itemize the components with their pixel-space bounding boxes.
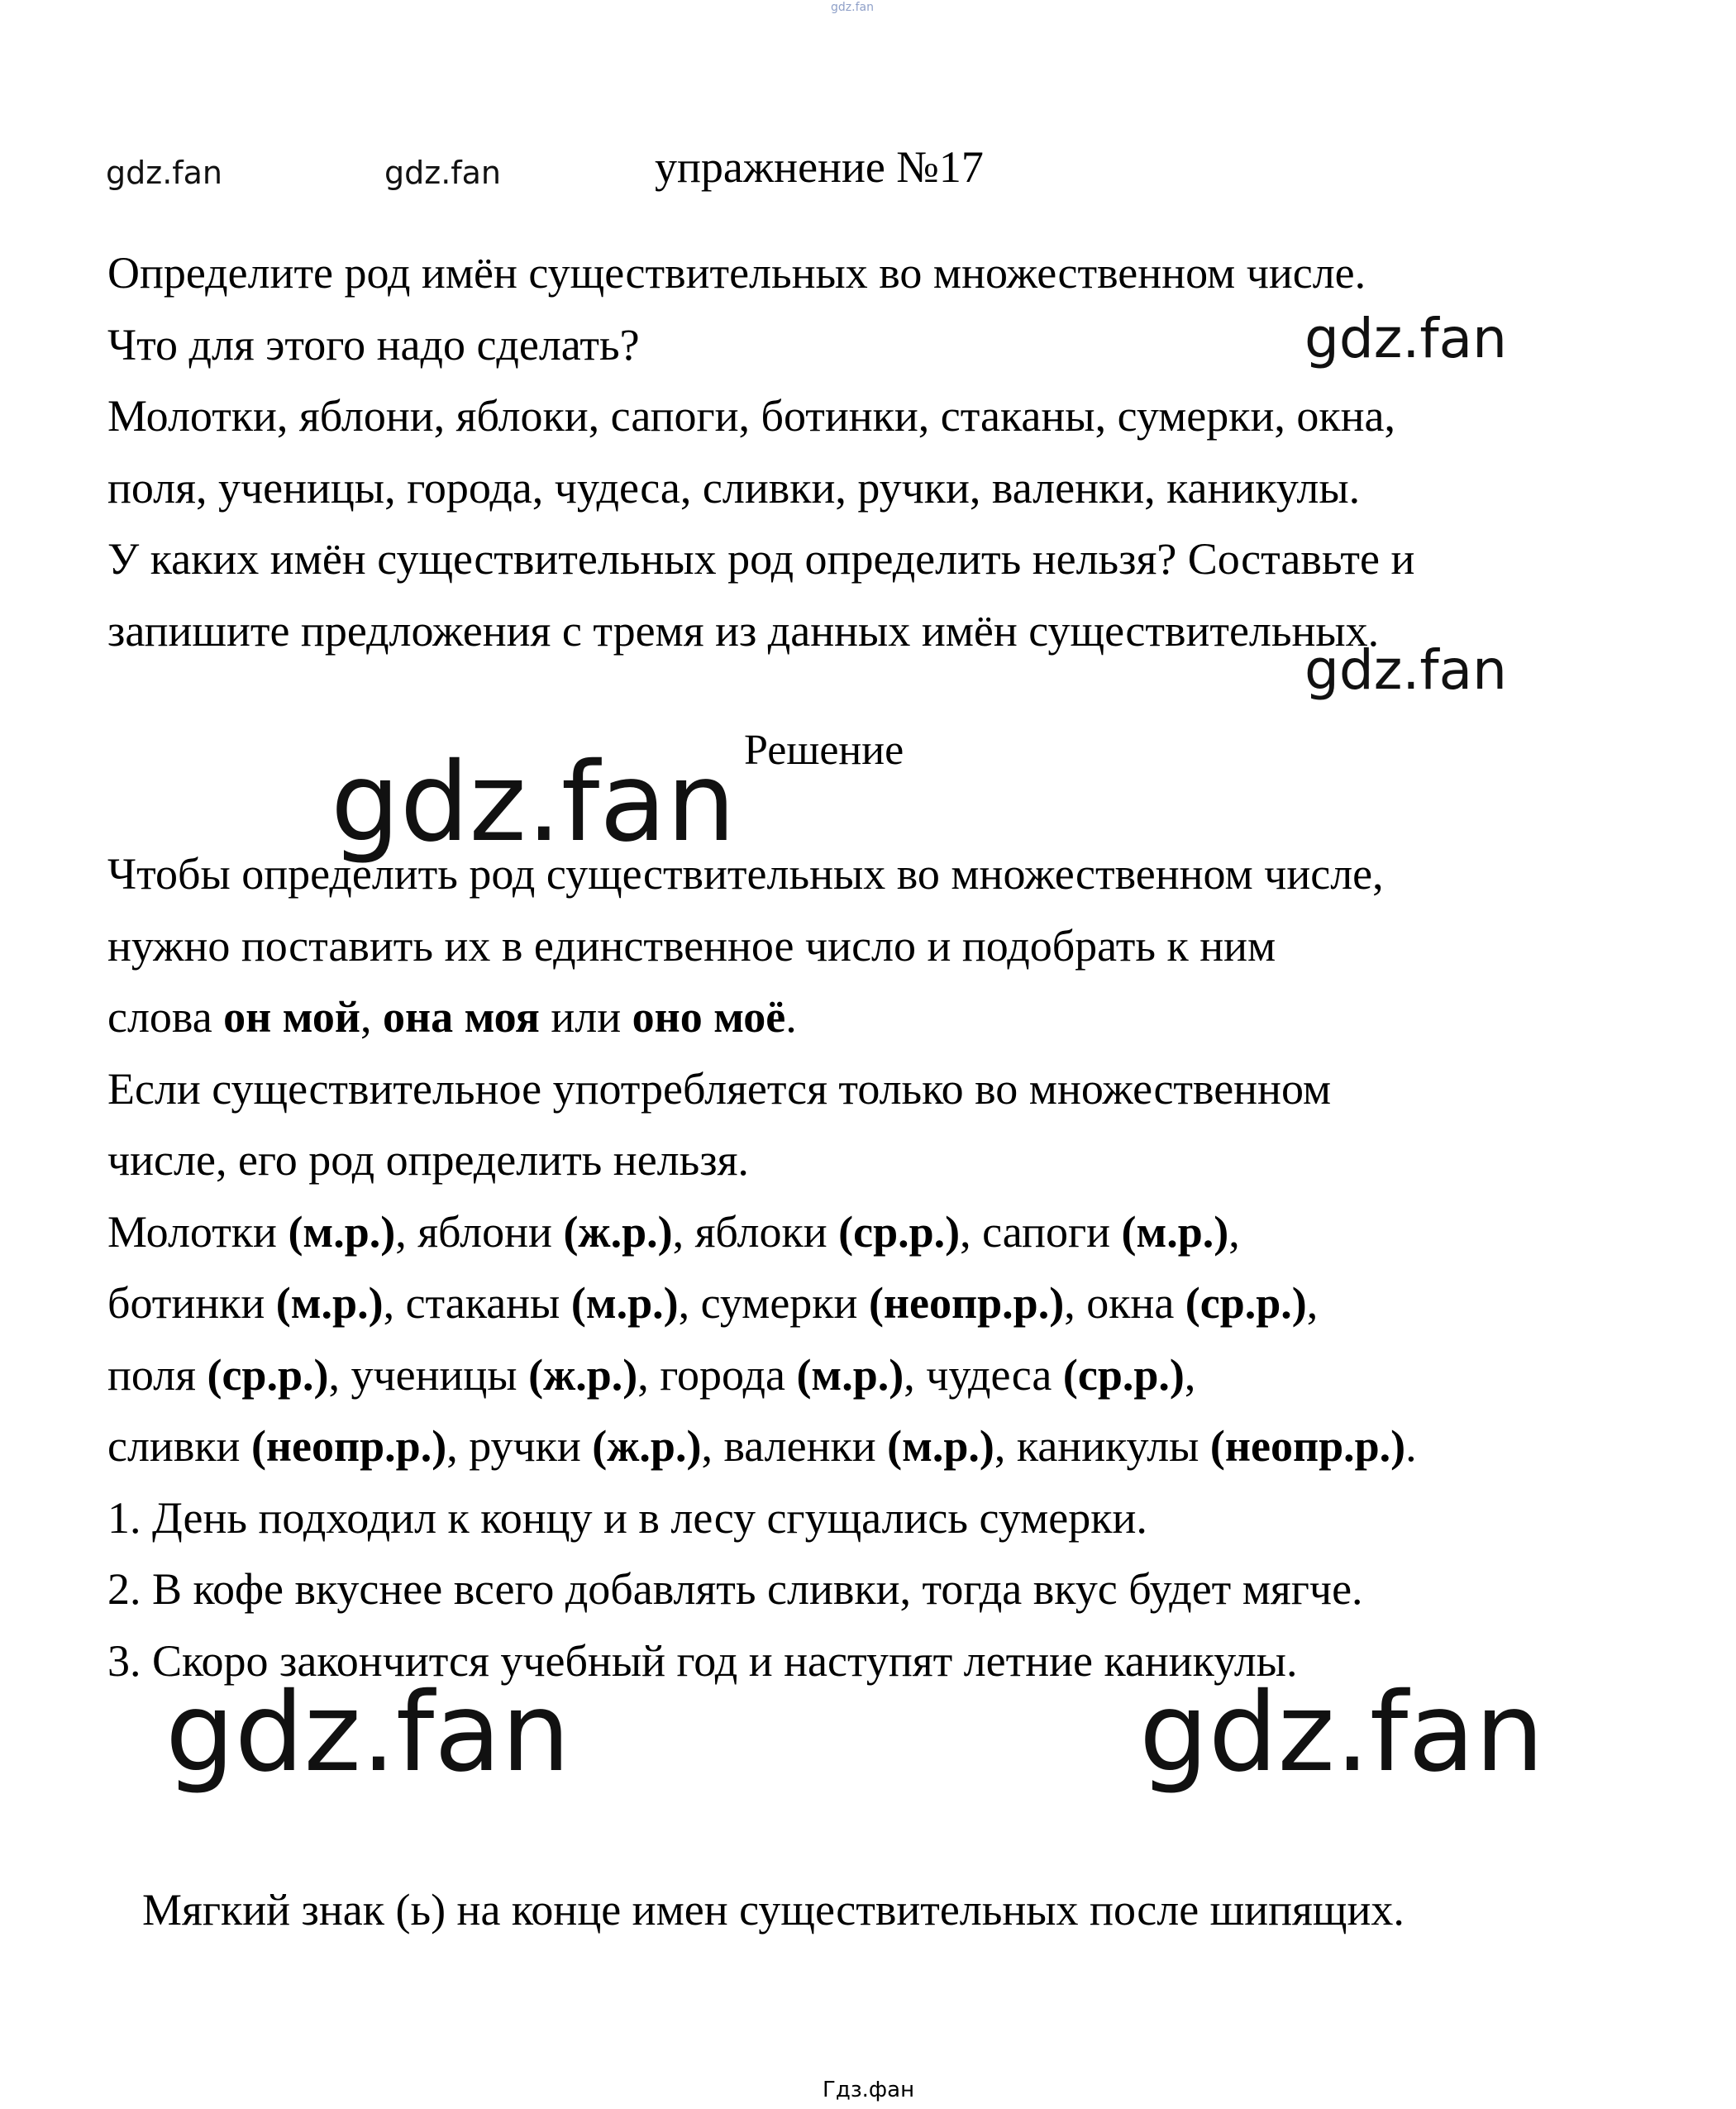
noun-word: яблони bbox=[417, 1206, 552, 1257]
explanation-text: . bbox=[785, 992, 797, 1042]
noun-word: ботинки bbox=[107, 1278, 265, 1328]
noun-word: стаканы bbox=[405, 1278, 560, 1328]
explanation-line: Чтобы определить род существительных во множественном числе, bbox=[107, 849, 1384, 899]
top-watermark: gdz.fan bbox=[831, 1, 874, 14]
gender-line: поля (ср.р.), ученицы (ж.р.), города (м.р.), чудеса (ср.р.), bbox=[107, 1349, 1196, 1400]
noun-word: города bbox=[660, 1349, 785, 1400]
gender-line: сливки (неопр.р.), ручки (ж.р.), валенки (м.р.), каникулы (неопр.р.). bbox=[107, 1421, 1417, 1471]
header-watermark-2: gdz.fan bbox=[384, 155, 502, 191]
noun-word: ручки bbox=[469, 1421, 581, 1471]
noun-word: сливки bbox=[107, 1421, 241, 1471]
phrase-masculine: он мой bbox=[223, 992, 360, 1042]
exercise-title: упражнение №17 bbox=[655, 142, 984, 192]
gender-label: (неопр.р.) bbox=[868, 1278, 1065, 1328]
gender-label: (м.р.) bbox=[275, 1278, 384, 1328]
gender-label: (ж.р.) bbox=[592, 1421, 702, 1471]
watermark-right-2: gdz.fan bbox=[1304, 638, 1507, 702]
task-text bbox=[107, 237, 1414, 666]
explanation-line: числе, его род определить нельзя. bbox=[107, 1135, 749, 1185]
task-line: Что для этого надо сделать? bbox=[107, 319, 640, 370]
explanation-text: слова bbox=[107, 992, 224, 1042]
example-sentence: 1. День подходил к концу и в лесу сгущались сумерки. bbox=[107, 1492, 1147, 1543]
explanation-text: , bbox=[360, 992, 383, 1042]
noun-word: окна bbox=[1086, 1278, 1175, 1328]
task-line: У каких имён существительных род определить нельзя? Составьте и bbox=[107, 534, 1415, 584]
watermark-large-3: gdz.fan bbox=[1139, 1669, 1544, 1796]
noun-word: чудеса bbox=[926, 1349, 1052, 1400]
gender-label: (неопр.р.) bbox=[1209, 1421, 1406, 1471]
gender-list bbox=[107, 1196, 1417, 1482]
solution-text bbox=[107, 838, 1417, 1696]
gender-line: ботинки (м.р.), стаканы (м.р.), сумерки (неопр.р.), окна (ср.р.), bbox=[107, 1278, 1319, 1328]
explanation-line: нужно поставить их в единственное число и подобрать к ним bbox=[107, 920, 1276, 971]
phrase-neuter: оно моё bbox=[632, 992, 786, 1042]
gender-label: (м.р.) bbox=[796, 1349, 904, 1400]
gender-label: (м.р.) bbox=[570, 1278, 679, 1328]
noun-word: сумерки bbox=[700, 1278, 858, 1328]
gender-label: (м.р.) bbox=[1121, 1206, 1229, 1257]
noun-word: сапоги bbox=[982, 1206, 1110, 1257]
solution-heading: Решение bbox=[744, 727, 904, 774]
gender-line: Молотки (м.р.), яблони (ж.р.), яблоки (ср.р.), сапоги (м.р.), bbox=[107, 1206, 1240, 1257]
task-line: запишите предложения с тремя из данных имён существительных. bbox=[107, 605, 1380, 656]
gender-label: (неопр.р.) bbox=[250, 1421, 447, 1471]
noun-word: ученицы bbox=[351, 1349, 517, 1400]
explanation-line: Если существительное употребляется только во множественном bbox=[107, 1063, 1332, 1114]
gender-label: (м.р.) bbox=[887, 1421, 994, 1471]
footer-watermark: Гдз.фан bbox=[823, 2078, 915, 2102]
explanation-text: или bbox=[539, 992, 632, 1042]
header-watermark-1: gdz.fan bbox=[106, 155, 223, 191]
task-line: поля, ученицы, города, чудеса, сливки, ручки, валенки, каникулы. bbox=[107, 462, 1361, 513]
gender-label: (м.р.) bbox=[288, 1206, 396, 1257]
gender-label: (ср.р.) bbox=[207, 1349, 329, 1400]
example-sentence: 3. Скоро закончится учебный год и наступят летние каникулы. bbox=[107, 1635, 1298, 1686]
phrase-feminine: она моя bbox=[382, 992, 540, 1042]
task-line: Определите род имён существительных во множественном числе. bbox=[107, 248, 1366, 298]
gender-label: (ср.р.) bbox=[1185, 1278, 1307, 1328]
task-line: Молотки, яблони, яблоки, сапоги, ботинки, стаканы, сумерки, окна, bbox=[107, 391, 1395, 441]
gender-label: (ср.р.) bbox=[1062, 1349, 1185, 1400]
noun-word: яблоки bbox=[694, 1206, 827, 1257]
gender-label: (ср.р.) bbox=[838, 1206, 961, 1257]
noun-word: каникулы bbox=[1016, 1421, 1199, 1471]
explanation-line bbox=[107, 981, 1417, 1053]
noun-word: валенки bbox=[723, 1421, 876, 1471]
next-topic-title: Мягкий знак (ь) на конце имен существительных после шипящих. bbox=[142, 1885, 1405, 1935]
example-sentence: 2. В кофе вкуснее всего добавлять сливки, тогда вкус будет мягче. bbox=[107, 1564, 1363, 1614]
watermark-large-2: gdz.fan bbox=[165, 1669, 570, 1796]
watermark-large-1: gdz.fan bbox=[331, 739, 736, 866]
watermark-right-1: gdz.fan bbox=[1304, 307, 1507, 370]
noun-word: поля bbox=[107, 1349, 196, 1400]
noun-word: Молотки bbox=[107, 1206, 277, 1257]
gender-label: (ж.р.) bbox=[528, 1349, 638, 1400]
gender-label: (ж.р.) bbox=[563, 1206, 673, 1257]
